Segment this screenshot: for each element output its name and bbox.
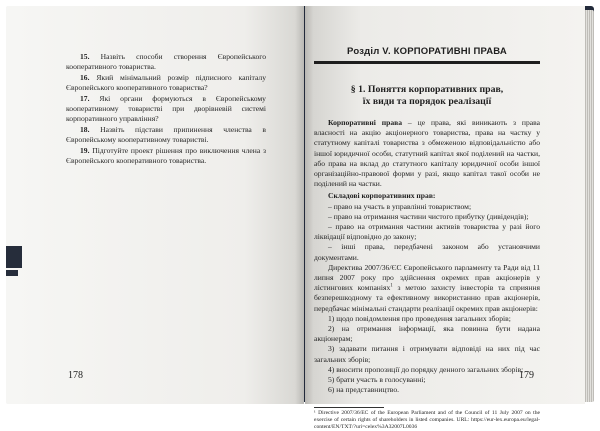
right-item: 5) брати участь в голосуванні; [328, 375, 426, 385]
review-questions [66, 52, 266, 167]
question-15: 15. Назвіть способи створення Європейського кооперативного товариства. [66, 52, 266, 71]
page-number-right: 179 [519, 370, 534, 381]
components-heading: Складові корпоративних прав: [328, 191, 436, 201]
directive-paragraph: Директива 2007/36/ЄС Європейського парламенту та Ради від 11 липня 2007 року про здійснення окремих прав акціонерів у лістингових компаніях$^1$ з метою захисту інвесторів та сприяння безперешкодному та ефективному використанню прав акціонерів, передбачає мінімальні стандарти реалізації окремих прав акціонерів: [314, 262, 540, 313]
cover-band [6, 246, 22, 268]
right-item: 3) задавати питання і отримувати відповіді на них під час загальних зборів; [314, 344, 540, 364]
question-17: 17. Які органи формуються в Європейському кооперативному товаристві при дворівневій системі корпоративного управління? [66, 94, 266, 123]
footnote: ¹ Directive 2007/36/EC of the European Parliament and of the Council of 11 July 2007 on the exercise of certain rights of shareholders in listed companies. URL: https://eur-lex.europa.eu/legal-content/EN/TXT/?uri=celex%3A32007L0036 [314, 410, 540, 431]
section-title [314, 84, 540, 108]
component-item: – право на отримання частини активів товариства у разі його ліквідації відповідно до закону; [314, 222, 540, 242]
section-title-line2: їх види та порядок реалізації [362, 96, 492, 107]
component-item: – право на участь в управлінні товариством; [328, 201, 472, 211]
right-item: 2) на отримання інформації, яка повинна бути надана акціонерам; [314, 324, 540, 344]
chapter-heading: Розділ V. КОРПОРАТИВНІ ПРАВА [314, 46, 540, 64]
footnote-separator [314, 407, 384, 408]
book-cover [6, 6, 594, 431]
right-item: 4) вносити пропозиції до порядку денного загальних зборів; [328, 364, 524, 374]
page-number-left: 178 [68, 370, 83, 381]
question-19: 19. Підготуйте проект рішення про виключення члена з Європейського кооперативного товариства. [66, 146, 267, 165]
question-16: 16. Який мінімальний розмір підписного капіталу Європейського кооперативного товариства? [66, 73, 266, 92]
left-page [6, 6, 304, 404]
component-item: – право на отримання частини чистого прибутку (дивідендів); [328, 211, 529, 221]
right-item: 1) щодо повідомлення про проведення загальних зборів; [328, 313, 511, 323]
question-18: 18. Назвіть підстави припинення членства в Європейському кооперативному товаристві. [66, 125, 266, 144]
footnote-mark: 1 [390, 283, 393, 289]
body-text [314, 118, 540, 395]
cover-band-small [6, 270, 18, 276]
right-item: 6) на представництво. [328, 385, 400, 395]
component-item: – інші права, передбачені законом або установчими документами. [314, 242, 540, 262]
definition-paragraph: Корпоративні права – це права, які виникають з права власності на акцію акціонерного товариства, права на частку у статутному капіталі товариства з обмеженою відповідальністю або іншої юридичної особи, статутний капітал якої поділений на частки, або права на вклад до статутного капіталу юридичної особи іншої організаційно-правової форми у разі, якщо капітал такої особи не поділений на частки. [314, 118, 540, 189]
right-page-content [314, 46, 540, 431]
section-title-line1: § 1. Поняття корпоративних прав, [350, 84, 504, 95]
